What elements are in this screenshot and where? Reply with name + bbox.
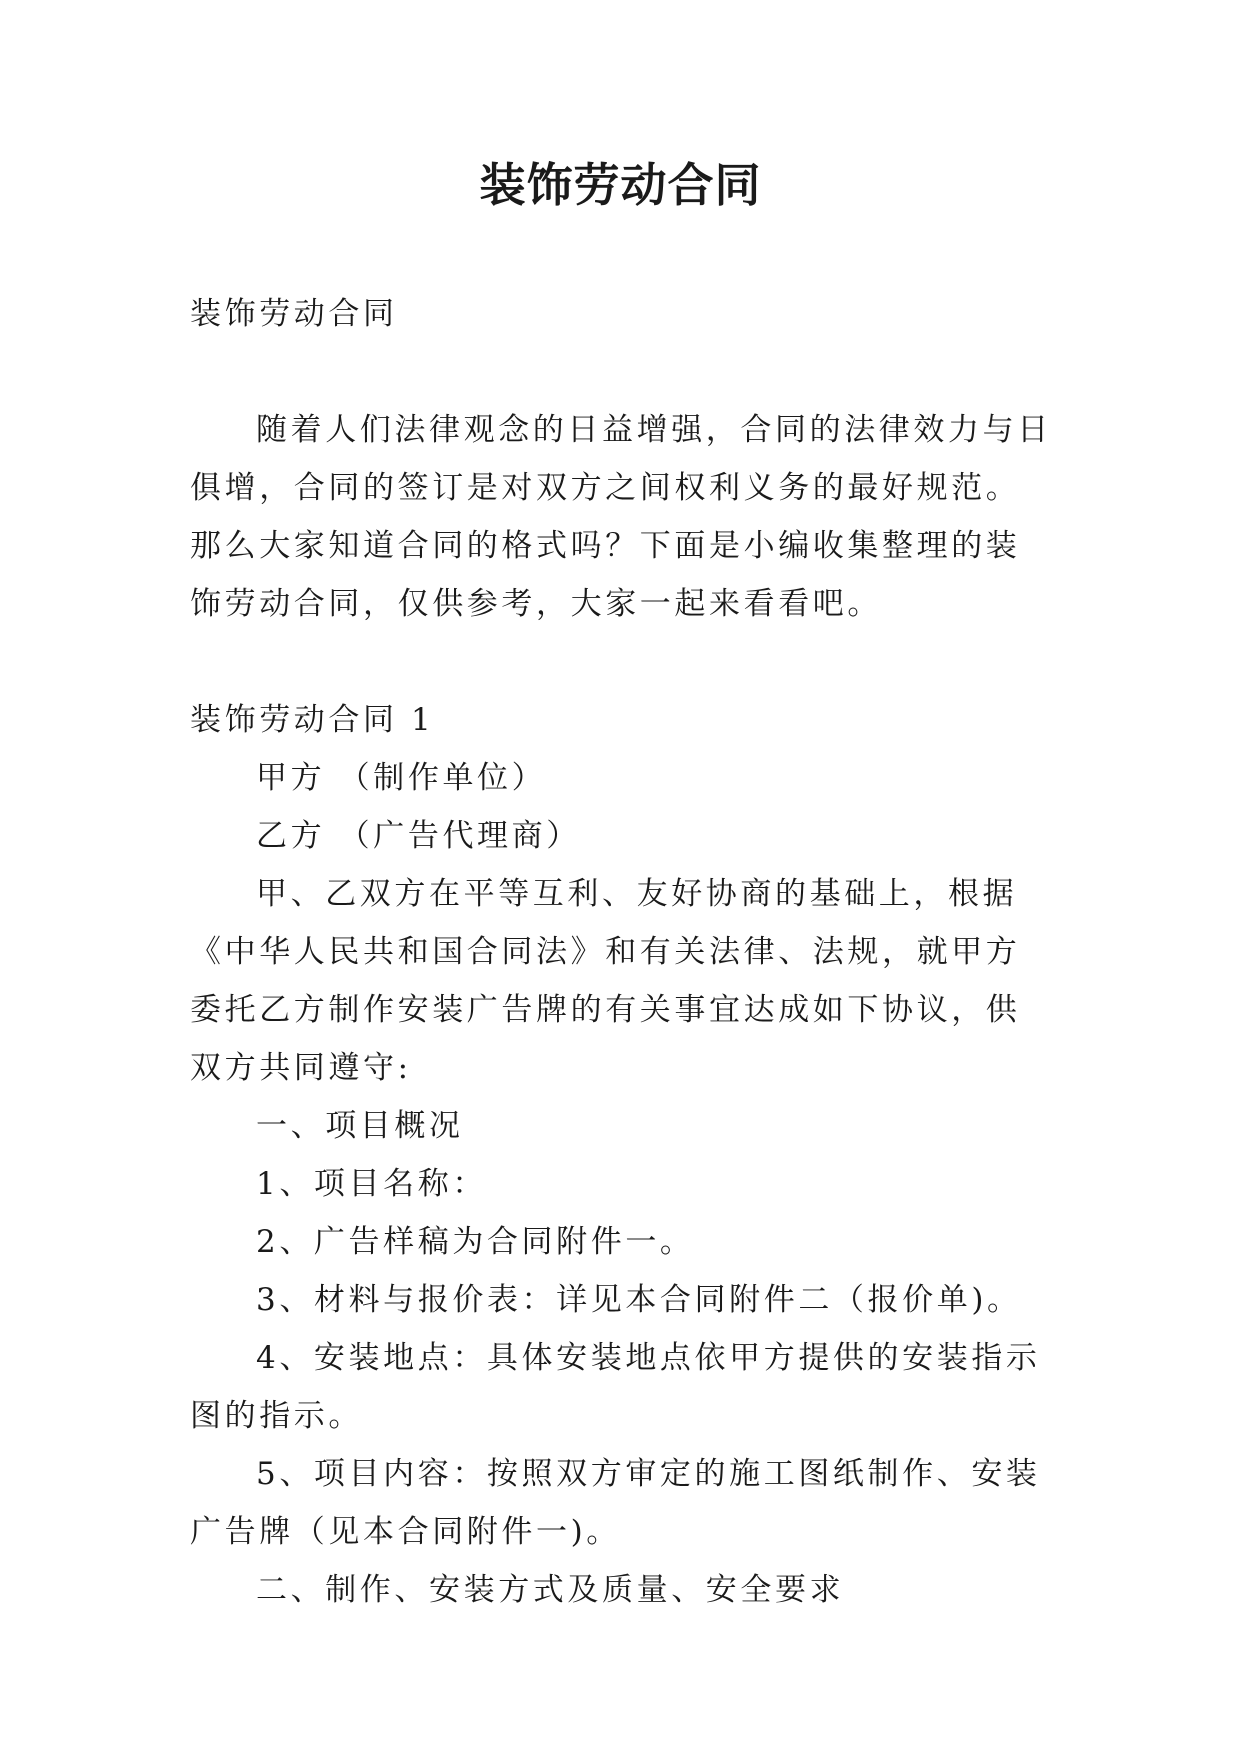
clause-item-4: 4、安装地点：具体安装地点依甲方提供的安装指示图的指示。 <box>190 1340 1041 1434</box>
clause-item-2: 2、广告样稿为合同附件一。 <box>256 1224 695 1260</box>
document-body <box>190 285 1052 1619</box>
document-subtitle: 装饰劳动合同 <box>190 296 398 332</box>
agreement-preamble: 甲、乙双方在平等互利、友好协商的基础上，根据《中华人民共和国合同法》和有关法律、法规，就甲方委托乙方制作安装广告牌的有关事宜达成如下协议，供双方共同遵守: <box>190 876 1021 1086</box>
clause-heading-2: 二、制作、安装方式及质量、安全要求 <box>256 1572 845 1608</box>
document-title: 装饰劳动合同 <box>479 158 762 212</box>
party-a-line: 甲方 （制作单位） <box>256 760 547 796</box>
clause-heading-1: 一、项目概况 <box>256 1108 464 1144</box>
party-b-line: 乙方 （广告代理商） <box>256 818 581 854</box>
clause-item-5: 5、项目内容：按照双方审定的施工图纸制作、安装广告牌（见本合同附件一)。 <box>190 1456 1041 1550</box>
clause-item-1: 1、项目名称： <box>256 1166 487 1202</box>
intro-paragraph: 随着人们法律观念的日益增强，合同的法律效力与日俱增，合同的签订是对双方之间权利义务的最好规范。那么大家知道合同的格式吗？下面是小编收集整理的装饰劳动合同，仅供参考，大家一起来看看吧。 <box>190 412 1052 622</box>
clause-item-3: 3、材料与报价表：详见本合同附件二（报价单)。 <box>256 1282 1022 1318</box>
section-heading: 装饰劳动合同 1 <box>190 702 435 738</box>
